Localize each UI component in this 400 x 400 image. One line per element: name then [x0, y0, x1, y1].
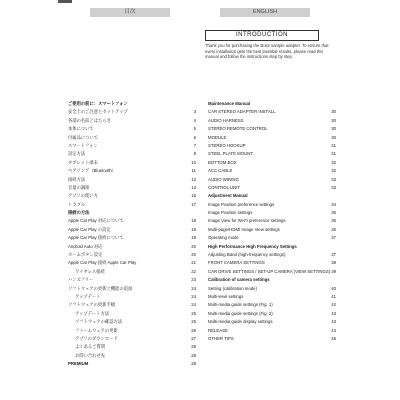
toc-entry	[68, 268, 196, 276]
toc-entry-title: Android Auto 対応	[68, 243, 103, 249]
toc-entry-page: 25	[191, 319, 196, 325]
toc-entry-title: 付属品について	[68, 134, 98, 140]
toc-entry	[68, 259, 196, 267]
toc-entry-page: 29	[191, 352, 196, 358]
toc-entry	[208, 125, 336, 133]
toc-entry	[208, 100, 336, 108]
toc-entry-title: Apple Car Play の設定	[68, 226, 111, 232]
toc-entry-title: BOTTOM BOX	[208, 159, 237, 165]
toc-entry-page: 28	[191, 344, 196, 350]
toc-entry-page: 43	[331, 310, 336, 316]
toc-entry-page: 17	[191, 201, 196, 207]
toc-entry	[68, 335, 196, 343]
toc-entry	[208, 327, 336, 335]
toc-entry	[208, 142, 336, 150]
toc-entry	[208, 251, 336, 259]
toc-entry	[208, 234, 336, 242]
toc-entry	[68, 293, 196, 301]
toc-entry-page: 21	[191, 260, 196, 266]
toc-entry	[208, 276, 336, 284]
toc-entry-page: 33	[331, 184, 336, 190]
toc-entry-title: 音量の調節	[68, 184, 90, 190]
toc-entry-page: 25	[191, 310, 196, 316]
toc-entry	[208, 226, 336, 234]
toc-entry	[68, 318, 196, 326]
toc-entry	[68, 184, 196, 192]
toc-entry-page: 22	[191, 268, 196, 274]
toc-entry	[208, 117, 336, 125]
toc-entry-page: 19	[191, 235, 196, 241]
toc-entry-page: 5	[193, 126, 196, 132]
toc-entry-title: Adjusting Band (high-frequency settings)	[208, 252, 286, 258]
toc-entry-title: タブレット端末	[68, 159, 98, 165]
toc-entry	[68, 100, 196, 108]
toc-entry-title: Adjustment Manual	[208, 193, 248, 199]
toc-entry-title: High Performance High Frequency Settings	[208, 243, 297, 249]
toc-entry-page: 23	[191, 277, 196, 283]
toc-entry	[68, 301, 196, 309]
toc-entry-page: 13	[191, 184, 196, 190]
toc-entry-page: 35	[331, 218, 336, 224]
toc-entry-page: 29	[191, 361, 196, 367]
toc-entry-title: 設定方法	[68, 151, 86, 157]
toc-entry-page: 4	[193, 117, 196, 123]
toc-entry-title: ACC CABLE	[208, 168, 233, 174]
toc-entry-title: CAR STEREO ADAPTER INSTALL	[208, 109, 276, 115]
toc-entry	[208, 192, 336, 200]
toc-entry-page: 20	[191, 252, 196, 258]
toc-entry-page: 30	[331, 109, 336, 115]
toc-entry-page: 42	[331, 302, 336, 308]
toc-entry	[68, 167, 196, 175]
toc-entry	[68, 134, 196, 142]
toc-entry	[208, 217, 336, 225]
toc-entry	[68, 192, 196, 200]
toc-entry-page: 3	[193, 109, 196, 115]
toc-entry	[68, 243, 196, 251]
toc-entry-page: 30	[331, 126, 336, 132]
toc-entry	[68, 159, 196, 167]
toc-entry-title: Image Position settings	[208, 210, 253, 216]
toc-entry-page: 27	[191, 335, 196, 341]
toc-entry-page: 31	[331, 151, 336, 157]
toc-entry-title: Apple Car Play 接続 Apple Car Play	[68, 260, 137, 266]
toc-entry	[68, 209, 196, 217]
toc-entry	[208, 293, 336, 301]
toc-entry-page: 11	[191, 168, 196, 174]
toc-entry	[208, 167, 336, 175]
toc-entry-page: 24	[191, 293, 196, 299]
toc-entry-title: Multi-media guide settings (Fig. 1)	[208, 302, 273, 308]
toc-entry-page: 40	[331, 285, 336, 291]
toc-entry	[208, 259, 336, 267]
toc-entry	[68, 142, 196, 150]
toc-entry-title: Setting (calibration mode)	[208, 285, 257, 291]
toc-entry	[68, 108, 196, 116]
toc-entry-page: 38	[331, 260, 336, 266]
toc-entry-title: お問い合わせ先	[75, 352, 106, 358]
toc-entry	[208, 201, 336, 209]
toc-entry-title: AUDIO WIRING	[208, 176, 239, 182]
toc-entry-page: 18	[191, 226, 196, 232]
toc-entry-page: 37	[331, 252, 336, 258]
toc-entry-title: Image View for Wi-Fi preference settings	[208, 218, 286, 224]
toc-entry-title: スマートフォン	[68, 142, 98, 148]
toc-japanese	[68, 100, 196, 369]
toc-entry-page: 41	[331, 293, 336, 299]
toc-entry-title: RELEASE	[208, 327, 228, 333]
toc-entry-title: Apple Car Play 接続について	[68, 235, 124, 241]
toc-entry-page: 15	[191, 193, 196, 199]
toc-entry	[68, 201, 196, 209]
toc-entry-page: 34	[331, 201, 336, 207]
toc-entry	[68, 360, 196, 368]
toc-entry-title: STEREO REMOTE CONTROL	[208, 126, 268, 132]
toc-entry-title: ソフトウェアの更新と機能の追加	[68, 285, 133, 291]
toc-entry-title: Calibration of camera settings	[208, 277, 270, 283]
toc-entry	[208, 176, 336, 184]
toc-entry-title: 安全上のご注意とセットアップ	[68, 109, 128, 115]
toc-entry-page: 24	[191, 285, 196, 291]
toc-entry	[208, 243, 336, 251]
toc-entry-title: Image Position preference settings	[208, 201, 275, 207]
toc-entry-title: OTHER TIPS	[208, 335, 234, 341]
toc-entry	[208, 268, 336, 276]
toc-entry-title: Multi-page/HDMI Image View settings	[208, 226, 280, 232]
toc-entry-title: AUDIO HARNESS	[208, 117, 244, 123]
toc-entry-page: 20	[191, 243, 196, 249]
toc-entry-page: 46	[331, 335, 336, 341]
toc-entry-page: 35	[331, 210, 336, 216]
toc-entry-title: FRONT CAMERA SETTINGS	[208, 260, 265, 266]
toc-entry-title: ソフトウェアの確認方法	[75, 319, 123, 325]
toc-entry-title: CONTROL UNIT	[208, 184, 241, 190]
toc-entry	[68, 226, 196, 234]
toc-entry	[208, 150, 336, 158]
toc-entry-title: Apple Car Play 対応について	[68, 218, 124, 224]
toc-entry-title: ハンズフリー	[68, 277, 94, 283]
toc-entry-title: Operating mode	[208, 235, 239, 241]
toc-entry-page: 33	[331, 176, 336, 182]
toc-entry	[68, 276, 196, 284]
toc-entry-page: 39	[331, 268, 336, 274]
toc-entry-title: ホームボタン設定	[68, 252, 103, 258]
toc-entry-page: 44	[331, 327, 336, 333]
toc-entry	[208, 310, 336, 318]
toc-entry	[68, 251, 196, 259]
toc-entry-page: 32	[331, 168, 336, 174]
toc-entry-title: 本体について	[68, 126, 94, 132]
toc-entry	[68, 150, 196, 158]
toc-entry-title: STEEL PLATE MOUNT	[208, 151, 253, 157]
toc-entry-title: アプリの使い方	[68, 193, 98, 199]
toc-entry-title: よくあるご質問	[75, 344, 106, 350]
toc-english	[208, 100, 336, 343]
toc-entry-page: 24	[191, 302, 196, 308]
toc-entry-title: ペアリング（Bluetooth）	[68, 168, 116, 174]
toc-entry-title: Multi-level settings	[208, 293, 244, 299]
toc-entry	[208, 301, 336, 309]
toc-entry	[68, 125, 196, 133]
toc-entry-title: 接続方法	[68, 176, 86, 182]
toc-entry-title: PREMIUM	[68, 361, 89, 367]
toc-entry	[208, 134, 336, 142]
toc-entry-page: 12	[191, 176, 196, 182]
toc-entry	[68, 176, 196, 184]
toc-entry	[68, 217, 196, 225]
toc-entry-page: 18	[191, 218, 196, 224]
toc-entry	[68, 327, 196, 335]
toc-entry	[68, 234, 196, 242]
toc-entry	[208, 108, 336, 116]
introduction-heading: INTRODUCTION	[205, 30, 319, 41]
toc-entry	[208, 159, 336, 167]
toc-entry-page: 26	[191, 327, 196, 333]
toc-entry-page: 30	[331, 134, 336, 140]
toc-entry-page: 31	[331, 142, 336, 148]
toc-entry	[68, 352, 196, 360]
toc-entry-title: CAR DRIVE SETTINGS / SET-UP CAMERA (VIEW SETTINGS)	[208, 268, 331, 274]
toc-entry-title: トラブル	[68, 201, 86, 207]
toc-entry	[208, 209, 336, 217]
toc-entry-title: アップデート	[75, 293, 101, 299]
introduction-text: Thank you for purchasing the Bose sample adapter. To ensure that every installation gets the best possible results, please read this manual and follow the instructions step by step.	[205, 43, 329, 60]
toc-entry-page: 6	[193, 134, 196, 140]
toc-entry-page: 32	[331, 159, 336, 165]
toc-entry-title: MODULE	[208, 134, 227, 140]
toc-entry-page: 36	[331, 226, 336, 232]
toc-entry	[208, 335, 336, 343]
toc-entry-title: Multi-media guide settings (Fig. 2)	[208, 310, 273, 316]
toc-entry-title: 接続の方法	[68, 210, 90, 216]
toc-entry-title: ご使用の前に：スマートフォン	[68, 101, 128, 106]
toc-entry-title: アップデート方法	[75, 310, 110, 316]
toc-entry-title: Multi-media guide display settings	[208, 319, 273, 325]
toc-entry-page: 7	[193, 142, 196, 148]
tab-japanese: 目次	[90, 8, 170, 17]
toc-entry	[208, 285, 336, 293]
corner-mark	[58, 0, 72, 3]
toc-entry-title: 各部の名前とはたらき	[68, 117, 111, 123]
toc-entry-title: ソフトウェアの更新手順	[68, 302, 116, 308]
toc-entry	[68, 343, 196, 351]
toc-entry-title: Maintenance Manual	[208, 101, 251, 106]
toc-entry-title: ワイヤレス接続	[75, 268, 105, 274]
toc-entry-page: 43	[331, 319, 336, 325]
toc-entry	[68, 310, 196, 318]
tab-english: ENGLISH	[220, 8, 310, 17]
toc-entry-title: アプリのダウンロード	[75, 335, 118, 341]
toc-entry-title: STEREO HOOKUP	[208, 142, 246, 148]
toc-entry	[208, 318, 336, 326]
toc-entry-title: ファームウェアの更新	[75, 327, 118, 333]
toc-entry	[68, 285, 196, 293]
toc-entry-page: 8	[193, 151, 196, 157]
toc-entry-page: 37	[331, 235, 336, 241]
toc-entry-page: 10	[191, 159, 196, 165]
toc-entry-page: 30	[331, 117, 336, 123]
toc-entry	[208, 184, 336, 192]
toc-entry	[68, 117, 196, 125]
